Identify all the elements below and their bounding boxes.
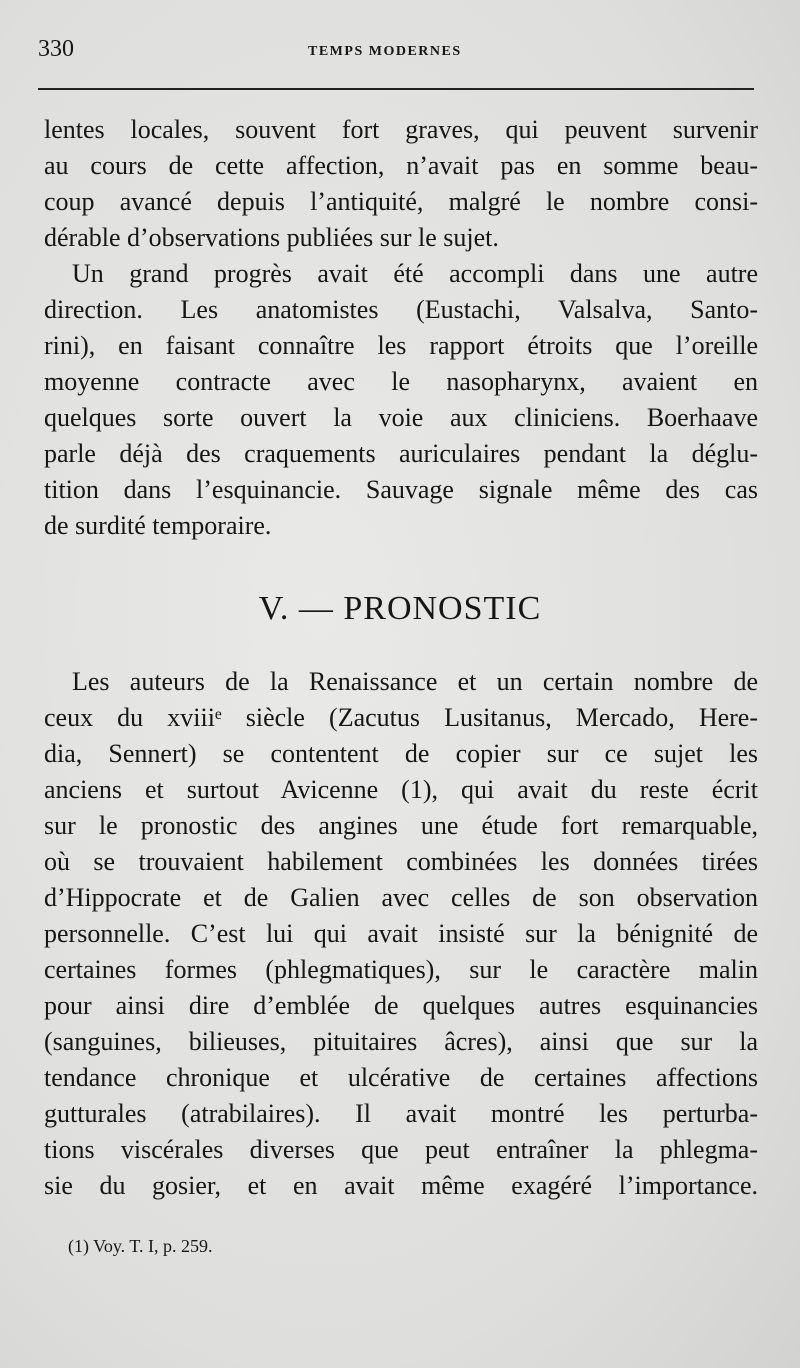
text-line: anciens et surtout Avicenne (1), qui avait du reste écrit <box>44 775 758 804</box>
text-line: sur le pronostic des angines une étude fort remarquable, <box>44 811 758 840</box>
text-line: (sanguines, bilieuses, pituitaires âcres), ainsi que sur la <box>44 1027 758 1056</box>
text-line: moyenne contracte avec le nasopharynx, avaient en <box>44 367 758 396</box>
text-line: coup avancé depuis l’antiquité, malgré le nombre consi- <box>44 187 758 216</box>
text-line: gutturales (atrabilaires). Il avait montré les perturba- <box>44 1099 758 1128</box>
section-heading: V. — PRONOSTIC <box>258 590 542 627</box>
text-line: tition dans l’esquinancie. Sauvage signale même des cas <box>44 475 758 504</box>
text-line: certaines formes (phlegmatiques), sur le caractère malin <box>44 955 758 984</box>
running-head <box>38 36 756 66</box>
text-line: tendance chronique et ulcérative de certaines affections <box>44 1063 758 1092</box>
text-line: sie du gosier, et en avait même exagéré l’importance. <box>44 1171 758 1200</box>
text-line: Un grand progrès avait été accompli dans une autre <box>72 259 758 288</box>
text-line: personnelle. C’est lui qui avait insisté sur la bénignité de <box>44 919 758 948</box>
header-rule <box>38 88 754 90</box>
page-number: 330 <box>38 36 74 62</box>
text-line: dérable d’observations publiées sur le sujet. <box>44 223 499 252</box>
text-line: direction. Les anatomistes (Eustachi, Valsalva, Santo- <box>44 295 758 324</box>
text-line: quelques sorte ouvert la voie aux cliniciens. Boerhaave <box>44 403 758 432</box>
text-line: pour ainsi dire d’emblée de quelques autres esquinancies <box>44 991 758 1020</box>
body-text-section <box>44 664 758 1204</box>
text-line: dia, Sennert) se contentent de copier sur ce sujet les <box>44 739 758 768</box>
text-line: où se trouvaient habilement combinées les données tirées <box>44 847 758 876</box>
text-line: au cours de cette affection, n’avait pas en somme beau- <box>44 151 758 180</box>
text-line: d’Hippocrate et de Galien avec celles de son observation <box>44 883 758 912</box>
footnote: (1) Voy. T. I, p. 259. <box>68 1236 213 1256</box>
text-line: parle déjà des craquements auriculaires pendant la déglu- <box>44 439 758 468</box>
text-line: de surdité temporaire. <box>44 511 272 540</box>
text-line: rini), en faisant connaître les rapport étroits que l’oreille <box>44 331 758 360</box>
text-line: Les auteurs de la Renaissance et un certain nombre de <box>72 667 758 696</box>
text-line: tions viscérales diverses que peut entraîner la phlegma- <box>44 1135 758 1164</box>
running-title: TEMPS MODERNES <box>308 44 462 59</box>
body-text-top <box>44 112 758 544</box>
text-line: lentes locales, souvent fort graves, qui peuvent survenir <box>44 115 758 144</box>
text-line: ceux du xviiiᵉ siècle (Zacutus Lusitanus, Mercado, Here- <box>44 703 758 732</box>
